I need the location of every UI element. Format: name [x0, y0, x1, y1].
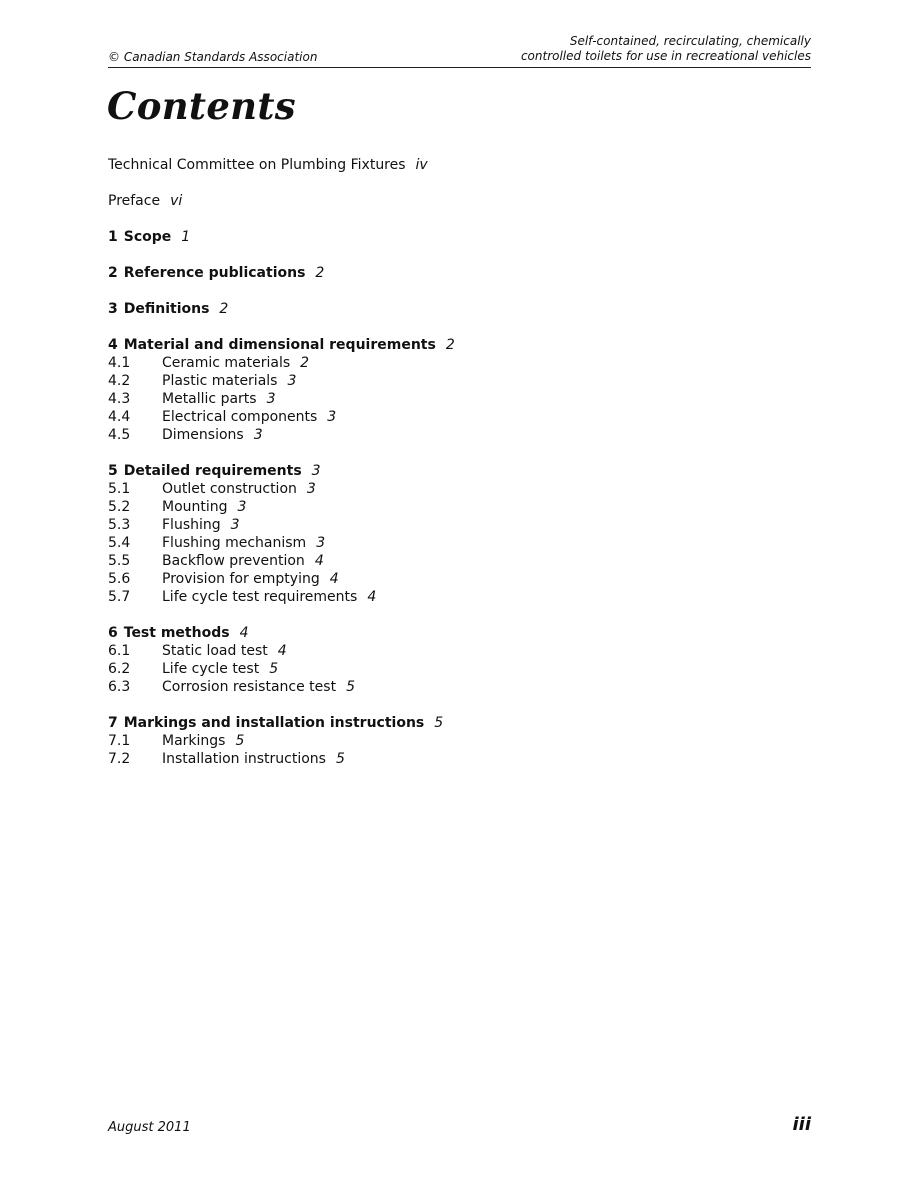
subsection-title: Dimensions	[162, 427, 244, 443]
toc-entry	[108, 192, 808, 210]
toc-subsection-link[interactable]	[108, 354, 808, 372]
toc-page-number: 3	[230, 517, 240, 533]
toc-page-number: 5	[346, 679, 355, 695]
toc-section	[108, 228, 808, 246]
toc-subsection-link[interactable]	[108, 732, 808, 750]
section-number: 2	[108, 265, 118, 281]
subsection-number: 4.5	[108, 427, 131, 443]
toc-page-number: 5	[269, 661, 279, 677]
subsection-title-wrap	[162, 732, 244, 750]
toc-section	[108, 714, 808, 768]
toc-page-number: 5	[335, 751, 345, 767]
toc-page-number: 3	[266, 391, 276, 407]
subsection-title: Life cycle test requirements	[162, 589, 358, 605]
section-number: 4	[108, 337, 118, 353]
running-title-line-2: controlled toilets for use in recreational vehicles	[520, 49, 811, 63]
toc-page-number: 3	[306, 481, 316, 497]
subsection-title-wrap	[162, 750, 345, 768]
subsection-title: Plastic materials	[162, 373, 278, 389]
subsection-title-wrap	[162, 408, 336, 426]
subsection-title-wrap	[162, 426, 263, 444]
subsection-title: Flushing	[162, 517, 221, 533]
toc-subsection-link[interactable]	[108, 480, 808, 498]
subsection-title-wrap	[162, 390, 276, 408]
toc-entry	[108, 156, 808, 174]
subsection-number: 5.2	[108, 499, 131, 515]
subsection-number: 5.5	[108, 553, 131, 569]
table-of-contents	[108, 156, 808, 786]
subsection-number: 5.4	[108, 535, 131, 551]
subsection-number: 5.7	[108, 589, 131, 605]
toc-page-number: 3	[327, 409, 337, 425]
section-number: 5	[108, 463, 118, 479]
page-title: Contents	[107, 84, 296, 128]
section-title: Definitions	[123, 301, 210, 317]
toc-page-number: 4	[329, 571, 339, 587]
subsection-title: Installation instructions	[162, 751, 326, 767]
section-number: 1	[108, 229, 118, 245]
subsection-title: Life cycle test	[162, 661, 260, 677]
subsection-title-wrap	[162, 498, 246, 516]
subsection-title: Corrosion resistance test	[162, 679, 337, 695]
footer-page-number: iii	[792, 1114, 811, 1135]
footer-date: August 2011	[108, 1120, 191, 1135]
toc-page-number: 3	[311, 463, 321, 479]
toc-section	[108, 624, 808, 696]
subsection-title: Static load test	[162, 643, 268, 659]
toc-subsection-link[interactable]	[108, 372, 808, 390]
subsection-number: 6.2	[108, 661, 131, 677]
toc-subsection-link[interactable]	[108, 498, 808, 516]
section-number: 7	[108, 715, 118, 731]
subsection-title-wrap	[162, 534, 325, 552]
subsection-number: 5.3	[108, 517, 131, 533]
subsection-title-wrap	[162, 354, 309, 372]
section-title: Markings and installation instructions	[123, 715, 425, 731]
toc-page-number: 2	[219, 301, 229, 317]
subsection-number: 4.1	[108, 355, 131, 371]
subsection-title: Markings	[162, 733, 226, 749]
toc-page-number: 5	[235, 733, 245, 749]
toc-page-number: 2	[445, 337, 455, 353]
subsection-title: Flushing mechanism	[162, 535, 307, 551]
toc-subsection-link[interactable]	[108, 426, 808, 444]
toc-page-number: 3	[237, 499, 247, 515]
subsection-title-wrap	[162, 516, 240, 534]
toc-section-link[interactable]	[108, 264, 808, 282]
document-running-title	[521, 34, 811, 64]
toc-entry-title: Preface	[108, 193, 161, 209]
section-title: Reference publications	[123, 265, 306, 281]
toc-page-number: iv	[415, 157, 428, 173]
subsection-title: Mounting	[162, 499, 228, 515]
subsection-title: Ceramic materials	[162, 355, 291, 371]
section-number: 6	[108, 625, 118, 641]
toc-front-matter-link[interactable]	[108, 192, 808, 210]
toc-page-number: 3	[316, 535, 326, 551]
toc-subsection-link[interactable]	[108, 570, 808, 588]
publisher-credit: © Canadian Standards Association	[108, 50, 318, 64]
toc-subsection-link[interactable]	[108, 516, 808, 534]
subsection-number: 6.1	[108, 643, 131, 659]
toc-page-number: 2	[300, 355, 310, 371]
toc-page-number: 4	[239, 625, 249, 641]
section-title: Scope	[123, 229, 172, 245]
toc-section-link[interactable]	[108, 462, 808, 480]
toc-page-number: 1	[181, 229, 191, 245]
running-title-line-1: Self-contained, recirculating, chemically	[569, 34, 811, 48]
toc-page-number: 4	[367, 589, 377, 605]
toc-entry-title: Technical Committee on Plumbing Fixtures	[108, 157, 406, 173]
toc-page-number: 5	[434, 715, 444, 731]
subsection-number: 5.6	[108, 571, 131, 587]
section-title: Detailed requirements	[123, 463, 302, 479]
subsection-title: Backflow prevention	[162, 553, 305, 569]
section-title: Material and dimensional requirements	[123, 337, 436, 353]
page-header	[108, 34, 811, 68]
toc-subsection-link[interactable]	[108, 750, 808, 768]
toc-section	[108, 462, 808, 606]
toc-subsection-link[interactable]	[108, 534, 808, 552]
subsection-title-wrap	[162, 642, 287, 660]
section-title: Test methods	[123, 625, 230, 641]
toc-page-number: 3	[253, 427, 263, 443]
toc-section-link[interactable]	[108, 714, 808, 732]
toc-subsection-link[interactable]	[108, 552, 808, 570]
subsection-title-wrap	[162, 552, 324, 570]
toc-page-number: 3	[287, 373, 297, 389]
subsection-number: 5.1	[108, 481, 131, 497]
toc-page-number: 4	[277, 643, 287, 659]
toc-section	[108, 264, 808, 282]
toc-subsection-link[interactable]	[108, 678, 808, 696]
subsection-number: 4.2	[108, 373, 131, 389]
subsection-title-wrap	[162, 660, 278, 678]
toc-section-link[interactable]	[108, 228, 808, 246]
subsection-title: Electrical components	[162, 409, 318, 425]
toc-subsection-link[interactable]	[108, 390, 808, 408]
subsection-number: 4.4	[108, 409, 131, 425]
subsection-title-wrap	[162, 588, 376, 606]
toc-section-link[interactable]	[108, 300, 808, 318]
section-number: 3	[108, 301, 118, 317]
subsection-number: 7.1	[108, 733, 131, 749]
toc-subsection-link[interactable]	[108, 408, 808, 426]
toc-section	[108, 336, 808, 444]
toc-section	[108, 300, 808, 318]
subsection-title: Outlet construction	[162, 481, 297, 497]
subsection-number: 7.2	[108, 751, 131, 767]
toc-subsection-link[interactable]	[108, 660, 808, 678]
toc-section-link[interactable]	[108, 336, 808, 354]
toc-page-number: 2	[315, 265, 325, 281]
toc-section-link[interactable]	[108, 624, 808, 642]
subsection-title-wrap	[162, 678, 355, 696]
toc-page-number: 4	[314, 553, 324, 569]
subsection-title-wrap	[162, 480, 316, 498]
subsection-title: Metallic parts	[162, 391, 257, 407]
subsection-title-wrap	[162, 570, 339, 588]
subsection-title: Provision for emptying	[162, 571, 320, 587]
subsection-number: 4.3	[108, 391, 131, 407]
toc-subsection-link[interactable]	[108, 588, 808, 606]
toc-front-matter-link[interactable]	[108, 156, 808, 174]
subsection-title-wrap	[162, 372, 296, 390]
toc-page-number: vi	[170, 193, 183, 209]
subsection-number: 6.3	[108, 679, 131, 695]
toc-subsection-link[interactable]	[108, 642, 808, 660]
